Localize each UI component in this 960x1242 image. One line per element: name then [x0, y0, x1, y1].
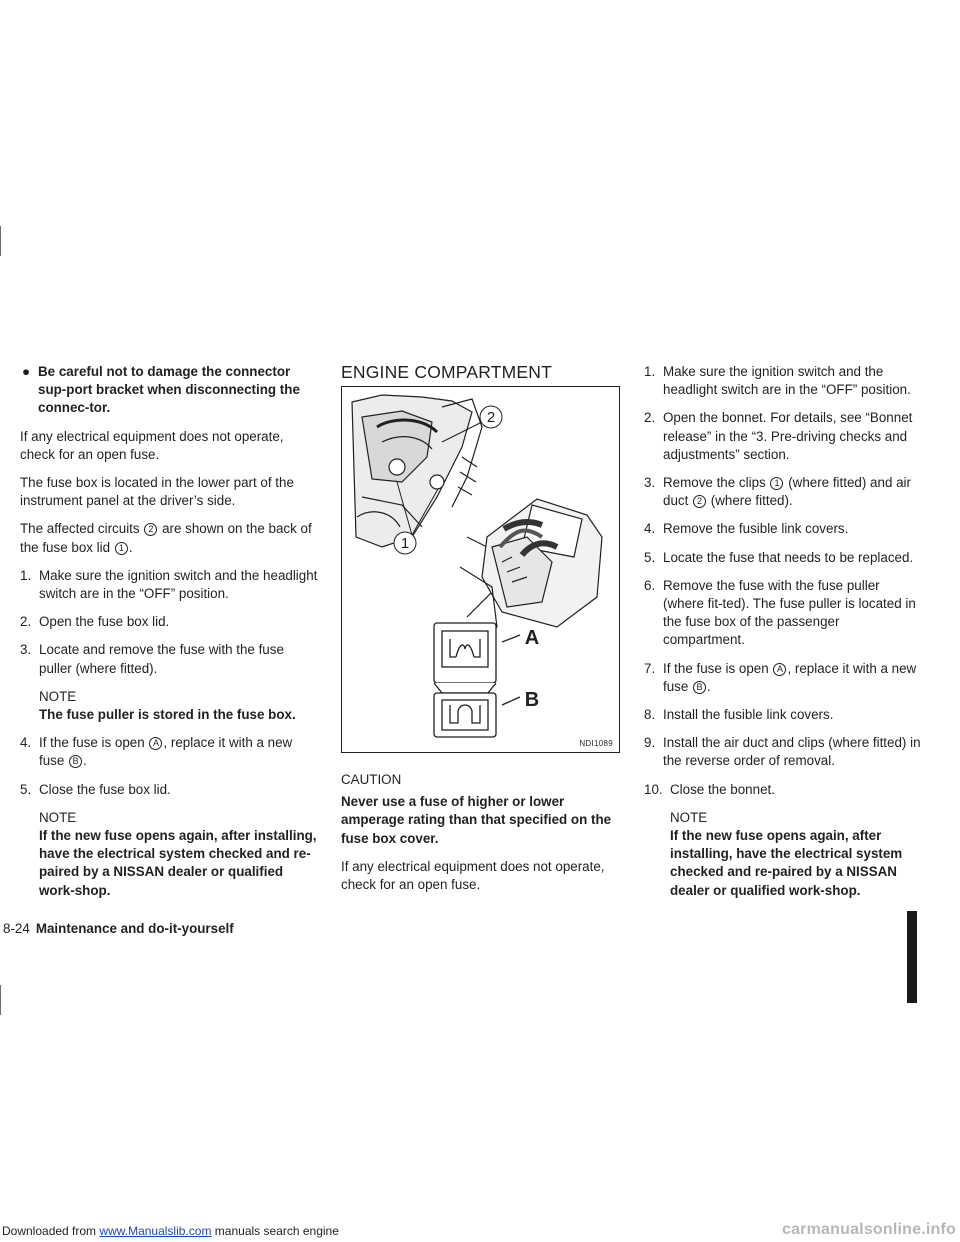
note	[20, 688, 320, 724]
circled-b-icon: B	[69, 755, 82, 768]
crop-mark	[0, 226, 1, 256]
list-item: 4. If the fuse is open A , replace it with a new fuse B .	[20, 735, 293, 769]
list-item: 7. If the fuse is open A , replace it with a new fuse B .	[644, 660, 917, 694]
list-item: 2. Open the fuse box lid.	[20, 614, 170, 630]
manualslib-link[interactable]: www.Manualslib.com	[99, 1224, 212, 1238]
note-label: NOTE	[39, 688, 77, 704]
circled-a-icon: A	[149, 737, 162, 750]
callout-b: B	[524, 689, 540, 711]
circled-1-icon: 1	[115, 542, 128, 555]
column-left	[20, 363, 320, 910]
page-number: 8-24	[3, 921, 30, 936]
fuse-illustration	[342, 387, 618, 751]
list-item: 5. Close the fuse box lid.	[20, 781, 171, 797]
page-footer	[3, 921, 234, 936]
list-item: 5. Locate the fuse that needs to be replaced.	[644, 549, 914, 565]
list-item: 6. Remove the fuse with the fuse puller (where fit-ted). The fuse puller is located in the fuse box of the passenger compartment.	[644, 577, 916, 648]
note-text: If the new fuse opens again, after installing, have the electrical system checked and re-paired by a NISSAN dealer or qualified work-shop.	[39, 828, 317, 898]
warning-bullet	[20, 363, 320, 418]
paragraph: The fuse box is located in the lower part of the instrument panel at the driver’s side.	[20, 475, 294, 509]
note-label: NOTE	[39, 809, 77, 825]
callout-2: 2	[486, 409, 496, 426]
callout-a: A	[524, 627, 540, 649]
callout-1: 1	[400, 535, 410, 552]
caution-text: Never use a fuse of higher or lower amperage rating than that specified on the fuse box cover.	[341, 794, 612, 846]
bullet-icon: ●	[22, 364, 31, 379]
list-item: 3. Locate and remove the fuse with the fuse puller (where fitted).	[20, 642, 284, 676]
circled-2-icon: 2	[144, 523, 157, 536]
circled-1-icon: 1	[770, 477, 783, 490]
watermark-text: carmanualsonline.info	[781, 1221, 956, 1238]
list-item: 1. Make sure the ignition switch and the headlight switch are in the “OFF” position.	[20, 567, 318, 602]
note	[644, 809, 924, 900]
list-item: 10. Close the bonnet.	[644, 781, 775, 797]
paragraph: If any electrical equipment does not operate, check for an open fuse.	[341, 858, 605, 893]
caution-label: CAUTION	[341, 772, 402, 787]
column-middle	[341, 771, 623, 904]
list-item: 4. Remove the fusible link covers.	[644, 521, 849, 537]
note-label: NOTE	[670, 809, 708, 825]
note	[20, 809, 320, 900]
section-heading: ENGINE COMPARTMENT	[341, 362, 553, 382]
section-title: Maintenance and do-it-yourself	[35, 921, 234, 936]
list-item: 8. Install the fusible link covers.	[644, 707, 834, 723]
list-item: 3. Remove the clips 1 (where fitted) and air duct 2 (where fitted).	[644, 475, 911, 509]
banner-text: Downloaded from www.Manualslib.com manuals search engine	[2, 1224, 339, 1238]
chapter-edge-tab	[907, 911, 917, 1003]
crop-mark	[0, 985, 1, 1015]
list-item: 1. Make sure the ignition switch and the headlight switch are in the “OFF” position.	[644, 364, 911, 398]
bullet-text: Be careful not to damage the connector sup-port bracket when disconnecting the connec-tor.	[38, 364, 300, 416]
circled-b-icon: B	[693, 681, 706, 694]
list-item: 2. Open the bonnet. For details, see “Bonnet release” in the “3. Pre-driving checks and adjustments” section.	[644, 410, 913, 462]
circled-a-icon: A	[773, 663, 786, 676]
engine-compartment-figure	[341, 386, 620, 753]
list-item: 9. Install the air duct and clips (where fitted) in the reverse order of removal.	[644, 735, 921, 769]
figure-code: NDI1089	[579, 739, 613, 748]
note-text: If the new fuse opens again, after installing, have the electrical system checked and re-paired by a NISSAN dealer or qualified work-shop.	[670, 828, 903, 898]
circled-2-icon: 2	[693, 495, 706, 508]
paragraph: The affected circuits 2 are shown on the back of the fuse box lid 1 .	[20, 521, 312, 555]
paragraph: If any electrical equipment does not operate, check for an open fuse.	[20, 428, 284, 462]
note-text: The fuse puller is stored in the fuse box.	[39, 707, 296, 723]
column-right	[644, 363, 924, 910]
download-banner	[0, 1221, 960, 1242]
